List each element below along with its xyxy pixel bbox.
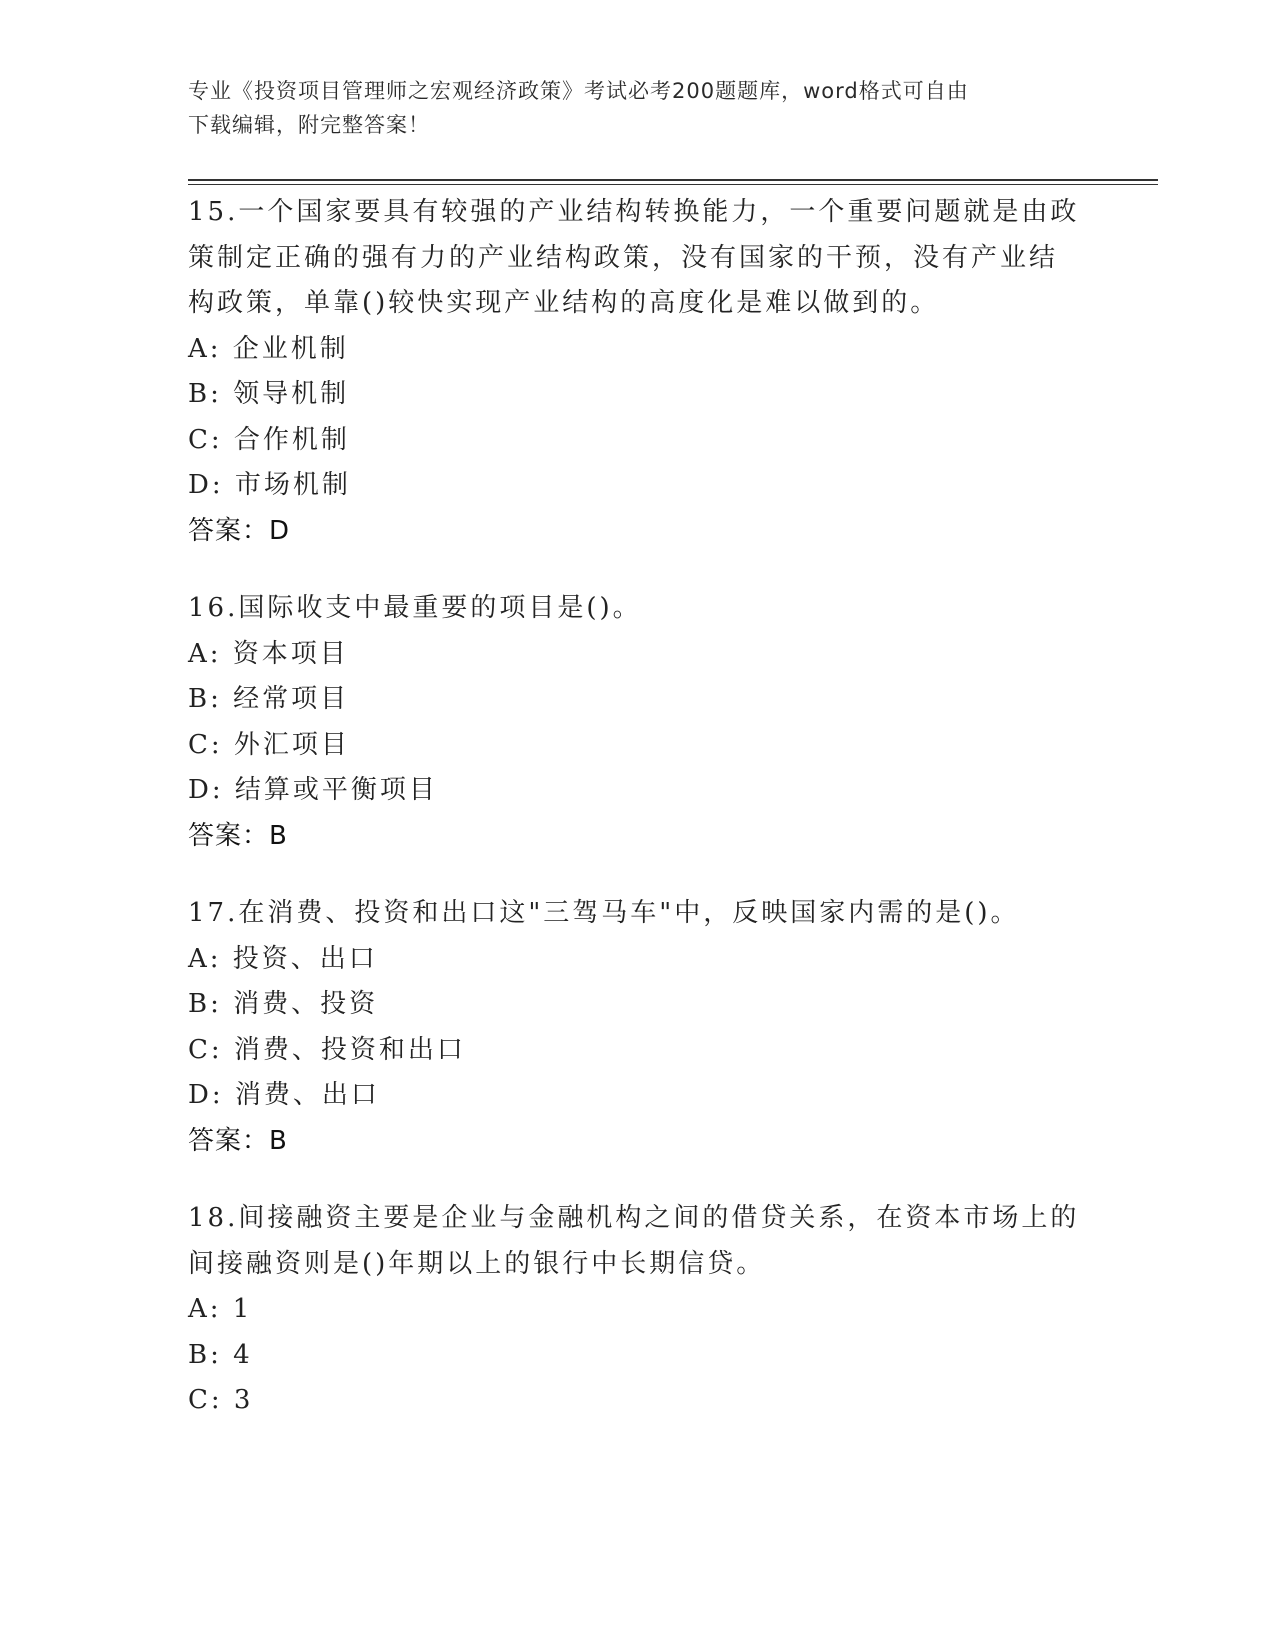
question-stem (188, 586, 1088, 632)
question-stem (188, 891, 1088, 937)
option-c: C: 外汇项目 (188, 729, 350, 760)
option-d: D: 消费、出口 (188, 1080, 380, 1110)
header-divider-thin (188, 184, 1158, 185)
option-c: C: 3 (188, 1385, 254, 1415)
option-b: B: 经常项目 (188, 684, 350, 714)
answer: 答案：B (188, 1125, 288, 1156)
question-list (188, 190, 1088, 1456)
question-stem (188, 1196, 1088, 1287)
answer: 答案：D (188, 515, 291, 546)
option-a: A: 企业机制 (188, 333, 349, 364)
stem-line: 16.国际收支中最重要的项目是()。 (188, 593, 642, 623)
question-stem (188, 190, 1088, 327)
question-18 (188, 1196, 1088, 1424)
option-d: D: 结算或平衡项目 (188, 775, 438, 805)
header-line-2: 下载编辑，附完整答案！ (188, 113, 430, 137)
option-b: B: 领导机制 (188, 379, 350, 409)
question-16 (188, 586, 1088, 859)
question-17 (188, 891, 1088, 1164)
document-header (188, 74, 1088, 142)
option-b: B: 消费、投资 (188, 989, 379, 1019)
stem-line: 间接融资则是()年期以上的银行中长期信贷。 (188, 1248, 766, 1279)
option-a: A: 资本项目 (188, 638, 349, 669)
option-c: C: 合作机制 (188, 424, 350, 455)
option-d: D: 市场机制 (188, 470, 351, 500)
stem-line: 构政策，单靠()较快实现产业结构的高度化是难以做到的。 (188, 288, 940, 318)
stem-line: 17.在消费、投资和出口这"三驾马车"中，反映国家内需的是()。 (188, 898, 1020, 928)
stem-line: 18.间接融资主要是企业与金融机构之间的借贷关系，在资本市场上的 (188, 1203, 1080, 1233)
header-divider (188, 179, 1158, 181)
answer: 答案：B (188, 820, 288, 851)
header-line-1: 专业《投资项目管理师之宏观经济政策》考试必考200题题库，word格式可自由 (188, 79, 969, 103)
option-a: A: 1 (188, 1294, 253, 1324)
question-15 (188, 190, 1088, 554)
option-a: A: 投资、出口 (188, 943, 378, 974)
stem-line: 15.一个国家要具有较强的产业结构转换能力，一个重要问题就是由政 (188, 197, 1080, 227)
option-c: C: 消费、投资和出口 (188, 1034, 466, 1065)
stem-line: 策制定正确的强有力的产业结构政策，没有国家的干预，没有产业结 (188, 242, 1059, 273)
option-b: B: 4 (188, 1339, 253, 1370)
